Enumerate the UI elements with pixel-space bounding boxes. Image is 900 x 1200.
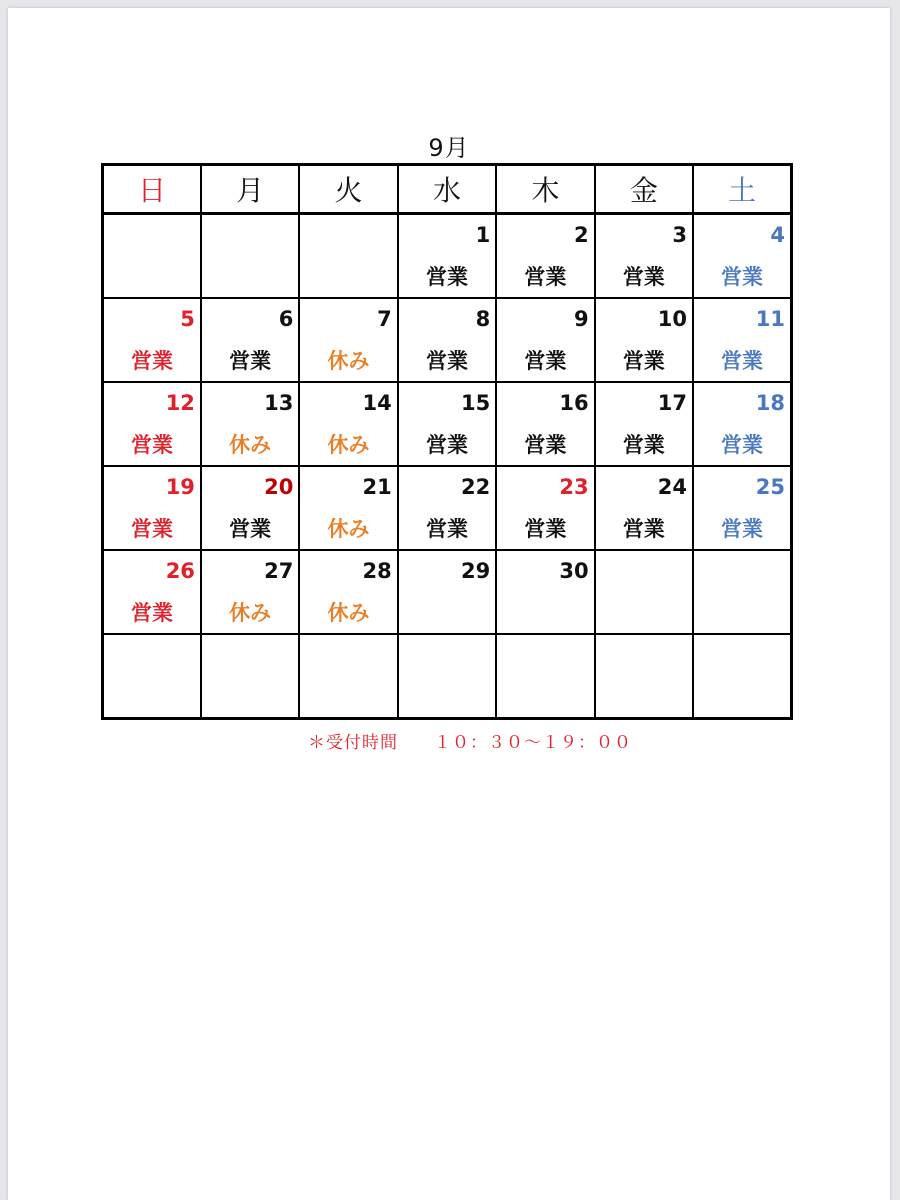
- day-number: 7: [377, 307, 392, 331]
- day-number: 19: [165, 475, 195, 499]
- week-row: [103, 214, 792, 299]
- day-status: 営業: [425, 517, 468, 541]
- day-cell: [201, 466, 299, 550]
- day-cell: [103, 298, 201, 382]
- day-status: 営業: [524, 517, 567, 541]
- day-cell: [496, 298, 594, 382]
- day-status: 営業: [622, 433, 665, 457]
- day-number: 4: [770, 223, 785, 247]
- day-status: 休み: [229, 601, 272, 625]
- day-number: 2: [573, 223, 589, 247]
- day-status: 営業: [524, 349, 567, 373]
- day-status: 営業: [130, 517, 173, 541]
- day-cell: [398, 382, 496, 466]
- day-cell: [496, 382, 594, 466]
- week-row: [103, 550, 792, 634]
- day-number: 12: [165, 391, 195, 415]
- day-number: 17: [657, 391, 688, 415]
- day-number: 8: [475, 307, 491, 331]
- empty-day-cell: [496, 634, 594, 719]
- calendar-table: [101, 163, 793, 720]
- day-number: 9: [573, 307, 589, 331]
- empty-day-cell: [299, 214, 397, 299]
- day-number: 6: [278, 307, 294, 331]
- day-cell: [201, 298, 299, 382]
- day-cell: [496, 466, 594, 550]
- empty-day-cell: [103, 634, 201, 719]
- day-status: 営業: [425, 349, 468, 373]
- empty-day-cell: [398, 634, 496, 719]
- day-cell: [398, 550, 496, 634]
- day-cell: [201, 550, 299, 634]
- day-cell: [103, 550, 201, 634]
- empty-day-cell: [299, 634, 397, 719]
- day-cell: [595, 382, 693, 466]
- day-number: 27: [264, 559, 294, 583]
- day-cell: [595, 466, 693, 550]
- empty-day-cell: [693, 550, 791, 634]
- day-cell: [299, 550, 397, 634]
- day-cell: [103, 382, 201, 466]
- day-cell: [595, 298, 693, 382]
- day-number: 30: [559, 559, 589, 583]
- day-status: 営業: [229, 517, 272, 541]
- day-status: 営業: [425, 433, 468, 457]
- day-number: 5: [180, 307, 195, 331]
- day-status: 休み: [327, 601, 370, 625]
- day-status: 営業: [721, 265, 764, 289]
- day-status: 営業: [524, 265, 567, 289]
- document-page: [8, 8, 890, 1200]
- day-status: 営業: [425, 265, 468, 289]
- day-number: 13: [264, 391, 294, 415]
- week-row: [103, 634, 792, 719]
- day-status: 営業: [130, 433, 173, 457]
- day-number: 21: [362, 475, 392, 499]
- day-number: 1: [475, 223, 491, 247]
- day-cell: [693, 382, 791, 466]
- day-cell: [595, 214, 693, 299]
- day-status: 営業: [622, 349, 665, 373]
- day-status: 営業: [622, 517, 665, 541]
- day-status: 休み: [327, 349, 370, 373]
- day-status: 休み: [229, 433, 272, 457]
- day-number: 29: [460, 559, 491, 583]
- day-cell: [398, 214, 496, 299]
- day-status: 営業: [130, 349, 173, 373]
- day-cell: [103, 466, 201, 550]
- day-cell: [693, 214, 791, 299]
- reception-hours-note: ＊受付時間 １０：３０～１９：００: [308, 733, 632, 753]
- day-status: 営業: [721, 349, 764, 373]
- weekday-header-row: [103, 165, 792, 214]
- day-status: 休み: [327, 517, 370, 541]
- day-number: 22: [460, 475, 491, 499]
- day-cell: [299, 466, 397, 550]
- empty-day-cell: [201, 214, 299, 299]
- weekday-tue: 火: [299, 165, 397, 214]
- calendar-title: 9月: [428, 134, 470, 162]
- day-cell: [299, 298, 397, 382]
- weekday-sat: 土: [693, 165, 791, 214]
- empty-day-cell: [103, 214, 201, 299]
- day-number: 23: [559, 475, 589, 499]
- day-status: 営業: [229, 349, 272, 373]
- weekday-fri: 金: [595, 165, 693, 214]
- day-cell: [398, 466, 496, 550]
- weekday-wed: 水: [398, 165, 496, 214]
- day-status: 営業: [721, 433, 764, 457]
- week-row: [103, 382, 792, 466]
- day-number: 28: [362, 559, 392, 583]
- empty-day-cell: [595, 550, 693, 634]
- day-number: 15: [460, 391, 491, 415]
- weekday-mon: 月: [201, 165, 299, 214]
- day-number: 24: [657, 475, 688, 499]
- day-status: 営業: [622, 265, 665, 289]
- day-number: 14: [362, 391, 392, 415]
- empty-day-cell: [693, 634, 791, 719]
- day-status: 営業: [524, 433, 567, 457]
- day-number: 11: [755, 307, 785, 331]
- day-cell: [693, 466, 791, 550]
- day-status: 営業: [130, 601, 173, 625]
- day-cell: [201, 382, 299, 466]
- day-cell: [496, 214, 594, 299]
- day-number: 18: [755, 391, 785, 415]
- day-cell: [398, 298, 496, 382]
- weekday-sun: 日: [103, 165, 201, 214]
- day-number: 26: [165, 559, 195, 583]
- empty-day-cell: [201, 634, 299, 719]
- day-status: 休み: [327, 433, 370, 457]
- day-cell: [496, 550, 594, 634]
- day-number: 10: [657, 307, 688, 331]
- weekday-thu: 木: [496, 165, 594, 214]
- empty-day-cell: [595, 634, 693, 719]
- day-status: 営業: [721, 517, 764, 541]
- day-cell: [299, 382, 397, 466]
- day-number: 3: [672, 223, 688, 247]
- calendar-body: [103, 214, 792, 719]
- day-number: 20: [264, 475, 294, 499]
- day-cell: [693, 298, 791, 382]
- day-number: 25: [755, 475, 785, 499]
- week-row: [103, 466, 792, 550]
- week-row: [103, 298, 792, 382]
- day-number: 16: [559, 391, 589, 415]
